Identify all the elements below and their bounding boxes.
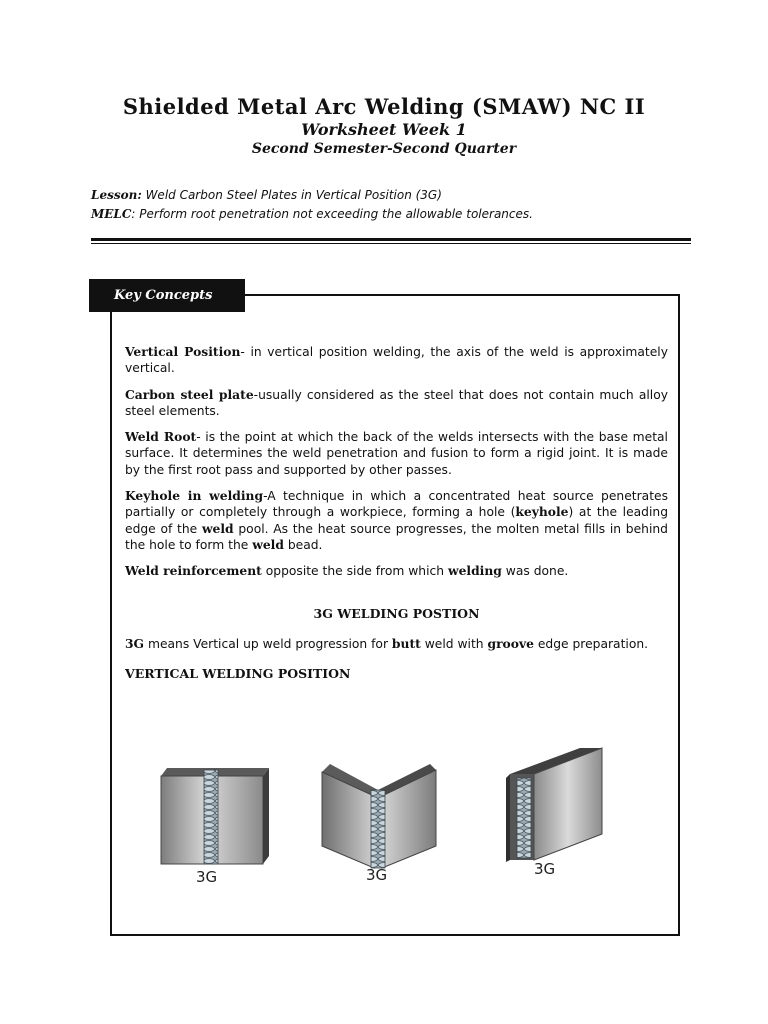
3g-text-3: edge preparation. xyxy=(533,636,649,651)
semester-quarter: Second Semester-Second Quarter xyxy=(251,141,517,157)
vertical-welding-heading: VERTICAL WELDING POSITION xyxy=(125,666,351,682)
figure-t-joint-3g xyxy=(500,744,610,864)
definition-weld-root xyxy=(125,429,668,478)
key-concepts-tab: Key Concepts xyxy=(89,279,245,312)
lesson-line xyxy=(91,188,442,202)
weld-word-2: weld xyxy=(252,536,284,552)
term-keyhole: Keyhole in welding xyxy=(125,488,264,504)
figure-label-2: 3G xyxy=(366,866,388,884)
header-rule-thick xyxy=(91,238,691,241)
groove-word: groove xyxy=(487,635,534,651)
term-3g: 3G xyxy=(125,635,145,651)
welding-word: welding xyxy=(447,563,502,579)
definition-keyhole xyxy=(125,488,668,553)
def-vertical-position: - in vertical position welding, the axis of the weld is approximately vertical. xyxy=(125,345,668,376)
section-3g-heading: 3G WELDING POSTION xyxy=(313,605,480,621)
key-concepts-content xyxy=(125,344,668,682)
term-carbon-steel: Carbon steel plate xyxy=(125,386,254,402)
melc-line xyxy=(91,207,533,221)
keyhole-text-2: ) at the leading edge of the xyxy=(125,505,668,536)
worksheet-subtitle: Worksheet Week 1 xyxy=(301,120,467,139)
term-weld-root: Weld Root xyxy=(125,429,197,445)
keyhole-word: keyhole xyxy=(515,504,569,520)
figure-label-1: 3G xyxy=(196,868,218,886)
figure-label-3: 3G xyxy=(534,860,556,878)
reinforcement-text-1: opposite the side from which xyxy=(261,564,448,579)
lesson-text: Weld Carbon Steel Plates in Vertical Position (3G) xyxy=(141,188,442,202)
3g-text-2: weld with xyxy=(420,636,488,651)
melc-label: MELC xyxy=(91,207,132,221)
keyhole-text-1: -A technique in which a concentrated heat source penetrates partially or completely through a workpiece, forming a hole ( xyxy=(125,489,668,520)
lesson-label: Lesson: xyxy=(91,188,142,202)
definition-vertical-position xyxy=(125,344,668,377)
definition-carbon-steel xyxy=(125,387,668,420)
header-rule-thin xyxy=(91,243,691,244)
term-reinforcement: Weld reinforcement xyxy=(125,563,262,579)
keyhole-text-3: pool. As the heat source progresses, the molten metal fills in behind the hole to form the xyxy=(125,521,668,552)
definition-reinforcement xyxy=(125,563,668,579)
3g-text-1: means Vertical up weld progression for xyxy=(144,636,392,651)
worksheet-title: Shielded Metal Arc Welding (SMAW) NC II xyxy=(122,94,646,119)
definition-3g xyxy=(125,636,668,652)
weld-word: weld xyxy=(201,520,234,536)
keyhole-text-4: bead. xyxy=(283,537,323,552)
def-weld-root: - is the point at which the back of the welds intersects with the base metal surface. It determines the weld penetration and fusion to form a rigid joint. It is made by the first root pass and supported by other passes. xyxy=(125,430,668,477)
reinforcement-text-2: was done. xyxy=(501,564,569,579)
figure-corner-joint-3g xyxy=(318,760,440,872)
melc-text: : Perform root penetration not exceeding the allowable tolerances. xyxy=(131,207,533,221)
term-vertical-position: Vertical Position xyxy=(125,344,241,359)
def-carbon-steel: -usually considered as the steel that does not contain much alloy steel elements. xyxy=(125,387,669,418)
figure-butt-joint-3g xyxy=(155,762,275,872)
butt-word: butt xyxy=(391,635,421,651)
